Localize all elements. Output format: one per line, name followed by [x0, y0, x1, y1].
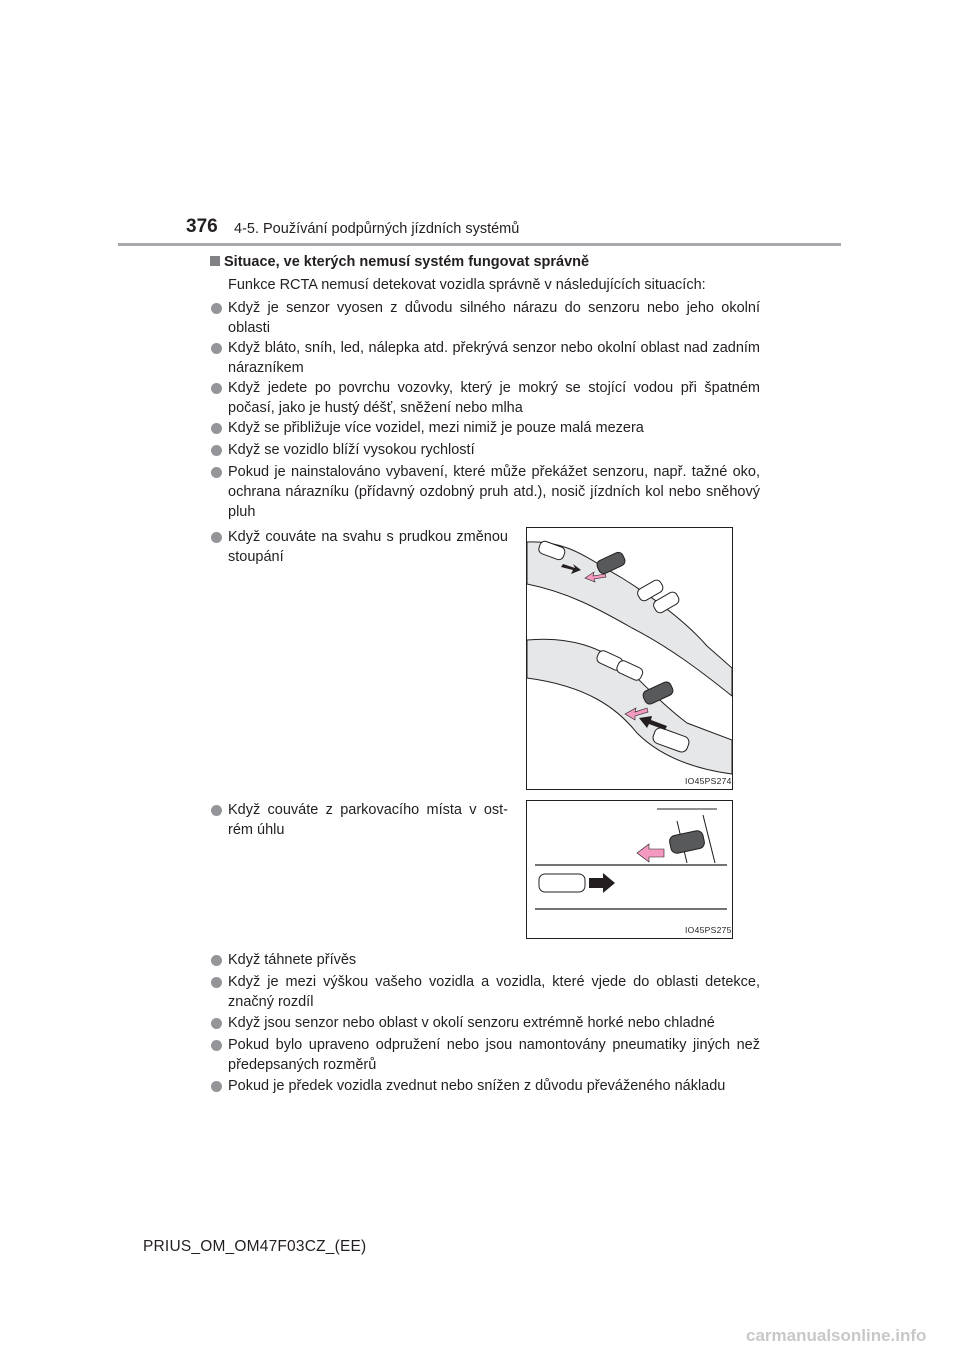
- list-item: [211, 462, 760, 522]
- list-item-text: Když jsou senzor nebo oblast v okolí senzoru extrémně horké nebo chladné: [228, 1015, 715, 1031]
- section-intro: Funkce RCTA nemusí detekovat vozidla správně v následujících situacích:: [228, 277, 706, 293]
- list-item: [211, 1013, 760, 1033]
- list-item-text: Pokud bylo upraveno odpružení nebo jsou namontovány pneumatiky jiných než předepsaných rozměrů: [228, 1037, 760, 1073]
- list-item-text: Když bláto, sníh, led, nálepka atd. překrývá senzor nebo okolní oblast nad zadním nárazníkem: [228, 340, 760, 376]
- list-item-text: Pokud je předek vozidla zvednut nebo snížen z důvodu převáženého nákladu: [228, 1078, 726, 1094]
- square-bullet-icon: [210, 256, 220, 266]
- figure-slope-illustration: [526, 527, 733, 790]
- watermark: carmanualsonline.info: [746, 1326, 927, 1345]
- bullet-icon: [211, 1040, 222, 1051]
- figure-parking-illustration: [526, 800, 733, 939]
- bullet-icon: [211, 467, 222, 478]
- list-item-text: Když se přibližuje více vozidel, mezi nimiž je pouze malá mezera: [228, 420, 644, 436]
- bullet-icon: [211, 955, 222, 966]
- list-item: [211, 1076, 760, 1096]
- list-item: [211, 298, 760, 338]
- section-heading: [210, 254, 589, 270]
- list-item-text: Pokud je nainstalováno vybavení, které může překážet senzoru, např. tažné oko, ochrana nárazníku (přídavný ozdobný pruh atd.), nosič jízdních kol nebo sněhový pluh: [228, 464, 760, 520]
- car-icon: [539, 874, 585, 892]
- list-item-text: Když je mezi výškou vašeho vozidla a vozidla, které vjede do oblasti detekce, značný rozdíl: [228, 974, 760, 1010]
- list-item-text: Když se vozidlo blíží vysokou rychlostí: [228, 442, 475, 458]
- list-item: [211, 800, 508, 840]
- car-icon: [669, 830, 706, 855]
- bullet-icon: [211, 383, 222, 394]
- list-item: [211, 378, 760, 418]
- figure-code: IO45PS274: [685, 776, 732, 786]
- list-item: [211, 440, 760, 460]
- list-item: [211, 418, 760, 438]
- footer-doc-id: PRIUS_OM_OM47F03CZ_(EE): [143, 1238, 367, 1255]
- bullet-icon: [211, 423, 222, 434]
- list-item: [211, 1035, 760, 1075]
- bullet-icon: [211, 303, 222, 314]
- chapter-title: 4-5. Používání podpůrných jízdních systémů: [234, 221, 520, 237]
- bullet-icon: [211, 1081, 222, 1092]
- list-item: [211, 950, 760, 970]
- bullet-icon: [211, 445, 222, 456]
- list-item-text: Když couváte z parkovacího místa v ost-rém úhlu: [228, 802, 508, 838]
- header-rule: [118, 243, 841, 246]
- bullet-icon: [211, 977, 222, 988]
- bullet-icon: [211, 805, 222, 816]
- bullet-icon: [211, 1018, 222, 1029]
- list-item: [211, 527, 508, 567]
- list-item-text: Když je senzor vyosen z důvodu silného nárazu do senzoru nebo jeho okolní oblasti: [228, 300, 760, 336]
- figure-code: IO45PS275: [685, 925, 732, 935]
- section-heading-text: Situace, ve kterých nemusí systém fungovat správně: [224, 254, 590, 270]
- page-number: 376: [186, 216, 218, 237]
- arrow-icon: [589, 873, 615, 893]
- list-item: [211, 338, 760, 378]
- bullet-icon: [211, 532, 222, 543]
- arrow-icon: [637, 844, 664, 862]
- list-item-text: Když jedete po povrchu vozovky, který je mokrý se stojící vodou při špatném počasí, jako je hustý déšť, sněžení nebo mlha: [228, 380, 760, 416]
- list-item-text: Když couváte na svahu s prudkou změnou stoupání: [228, 529, 508, 565]
- bullet-icon: [211, 343, 222, 354]
- list-item: [211, 972, 760, 1012]
- slope-diagram: [527, 528, 732, 789]
- list-item-text: Když táhnete přívěs: [228, 952, 357, 968]
- parking-diagram: [527, 801, 732, 938]
